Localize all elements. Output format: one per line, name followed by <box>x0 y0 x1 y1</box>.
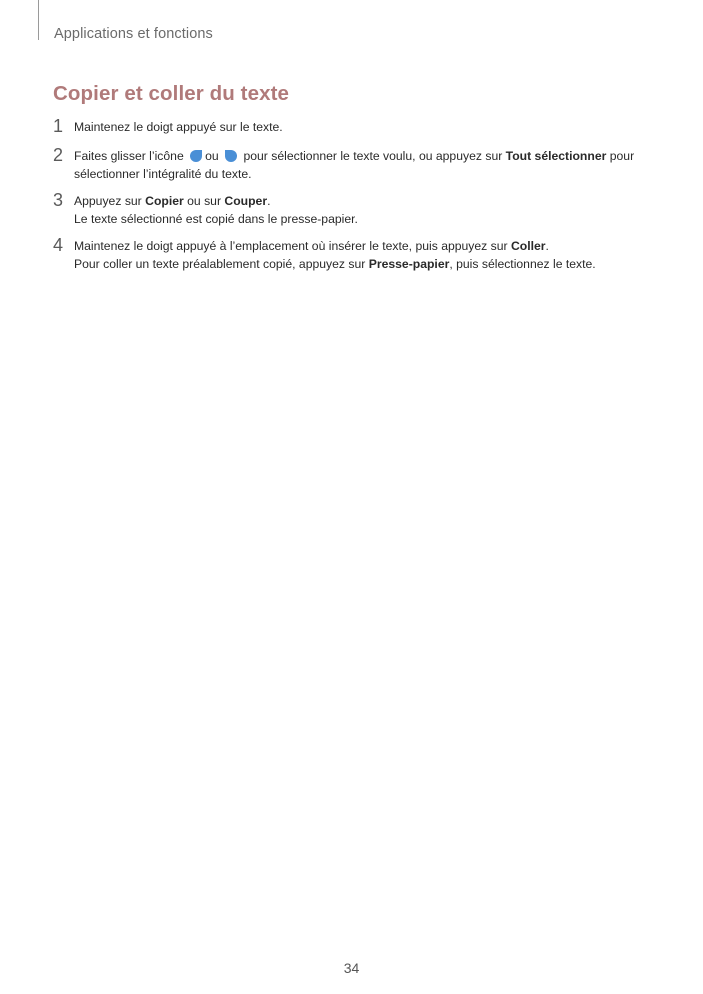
step-text <box>74 147 663 166</box>
step-text-part: Appuyez sur <box>74 193 142 208</box>
step-number: 1 <box>53 116 64 136</box>
ui-term-paste: Coller <box>510 238 546 253</box>
section-title: Copier et coller du texte <box>53 82 290 105</box>
step-text-part: Maintenez le doigt appuyé à l’emplacement où insérer le texte, puis appuyez sur <box>74 238 508 253</box>
step-text: Maintenez le doigt appuyé sur le texte. <box>74 120 283 134</box>
step-2 <box>53 144 663 184</box>
step-text-part: Faites glisser l’icône <box>74 148 184 163</box>
step-text-part: Pour coller un texte préalablement copié, appuyez sur <box>74 257 366 271</box>
ui-term-select-all: Tout sélectionner <box>505 148 607 163</box>
step-text-line2: Le texte sélectionné est copié dans le presse-papier. <box>74 212 358 226</box>
header-rule <box>38 0 39 40</box>
text-selection-handle-left-icon <box>189 149 203 163</box>
step-text-part: . <box>267 193 271 208</box>
step-number: 4 <box>53 234 64 255</box>
text-selection-handle-right-icon <box>224 149 238 163</box>
steps-list <box>53 118 663 274</box>
step-number: 3 <box>53 189 64 210</box>
page-number: 34 <box>343 960 360 976</box>
step-text-part: , puis sélectionnez le texte. <box>449 257 596 271</box>
step-text-line2: sélectionner l’intégralité du texte. <box>74 167 252 181</box>
step-text-part: ou <box>205 148 219 163</box>
step-text-part: . <box>545 238 549 253</box>
step-text-line2 <box>74 255 663 274</box>
step-text <box>74 237 663 256</box>
step-number: 2 <box>53 144 64 165</box>
header-title: Applications et fonctions <box>54 26 213 42</box>
step-text <box>74 192 663 211</box>
step-4 <box>53 234 663 274</box>
step-text-part: pour sélectionner le texte voulu, ou appuyez sur <box>243 148 503 163</box>
ui-term-clipboard: Presse-papier <box>368 257 450 271</box>
step-text-part: pour <box>609 148 635 163</box>
ui-term-copy: Copier <box>145 193 184 208</box>
step-3 <box>53 189 663 229</box>
step-text-part: ou sur <box>187 193 222 208</box>
ui-term-cut: Couper <box>224 193 268 208</box>
step-1 <box>53 118 663 137</box>
